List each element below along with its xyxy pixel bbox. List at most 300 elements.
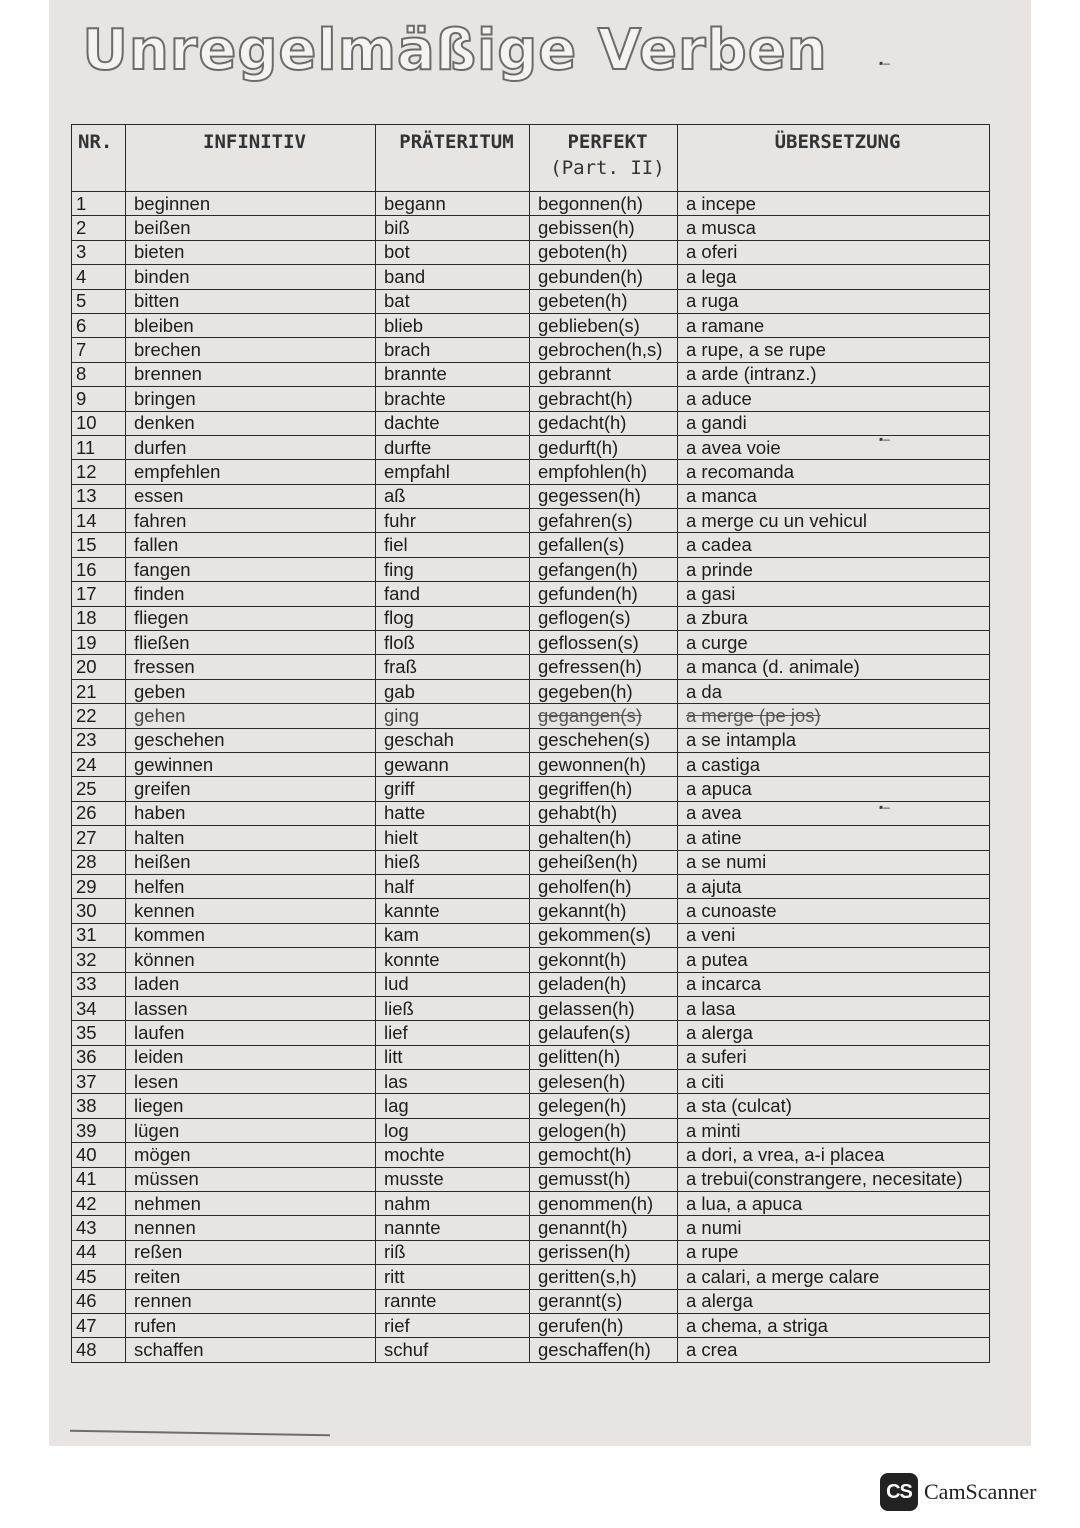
cell-nr: 39 bbox=[72, 1118, 126, 1142]
cell-infinitiv: müssen bbox=[126, 1167, 376, 1191]
cell-ubersetzung: a citi bbox=[678, 1070, 990, 1094]
cell-ubersetzung: a se numi bbox=[678, 850, 990, 874]
cell-prateritum: lief bbox=[376, 1021, 530, 1045]
cell-infinitiv: binden bbox=[126, 265, 376, 289]
cell-ubersetzung: a lua, a apuca bbox=[678, 1192, 990, 1216]
cell-infinitiv: kommen bbox=[126, 923, 376, 947]
cell-perfekt: genannt(h) bbox=[530, 1216, 678, 1240]
cell-perfekt: geholfen(h) bbox=[530, 874, 678, 898]
table-row bbox=[72, 1167, 990, 1191]
cell-ubersetzung: a dori, a vrea, a-i placea bbox=[678, 1143, 990, 1167]
cell-ubersetzung: a cadea bbox=[678, 533, 990, 557]
cell-nr: 37 bbox=[72, 1070, 126, 1094]
table-row bbox=[72, 1192, 990, 1216]
cell-perfekt: gehalten(h) bbox=[530, 826, 678, 850]
cell-ubersetzung: a avea bbox=[678, 801, 990, 825]
cell-prateritum: durfte bbox=[376, 435, 530, 459]
table-row bbox=[72, 192, 990, 216]
cell-prateritum: riß bbox=[376, 1240, 530, 1264]
cell-prateritum: aß bbox=[376, 484, 530, 508]
cell-infinitiv: lesen bbox=[126, 1070, 376, 1094]
cell-prateritum: nahm bbox=[376, 1192, 530, 1216]
cell-prateritum: ließ bbox=[376, 996, 530, 1020]
cell-prateritum: rief bbox=[376, 1313, 530, 1337]
cell-perfekt: geheißen(h) bbox=[530, 850, 678, 874]
table-row bbox=[72, 631, 990, 655]
cell-infinitiv: bieten bbox=[126, 240, 376, 264]
cell-infinitiv: beißen bbox=[126, 216, 376, 240]
cell-perfekt: gebeten(h) bbox=[530, 289, 678, 313]
cell-prateritum: fuhr bbox=[376, 509, 530, 533]
cell-infinitiv: fliegen bbox=[126, 606, 376, 630]
table-body bbox=[72, 192, 990, 1363]
verbs-table bbox=[71, 124, 990, 1363]
table-row bbox=[72, 1313, 990, 1337]
cell-perfekt: gekommen(s) bbox=[530, 923, 678, 947]
cell-infinitiv: halten bbox=[126, 826, 376, 850]
cell-perfekt: gebunden(h) bbox=[530, 265, 678, 289]
table-row bbox=[72, 728, 990, 752]
cell-nr: 19 bbox=[72, 631, 126, 655]
cell-nr: 11 bbox=[72, 435, 126, 459]
cell-ubersetzung: a trebui(constrangere, necesitate) bbox=[678, 1167, 990, 1191]
cell-infinitiv: fließen bbox=[126, 631, 376, 655]
cell-perfekt: gegeben(h) bbox=[530, 679, 678, 703]
ink-speck: ▪– bbox=[879, 56, 890, 70]
cell-nr: 1 bbox=[72, 192, 126, 216]
table-row bbox=[72, 899, 990, 923]
cell-ubersetzung: a prinde bbox=[678, 557, 990, 581]
cell-nr: 32 bbox=[72, 948, 126, 972]
table-row bbox=[72, 923, 990, 947]
cell-perfekt: gehabt(h) bbox=[530, 801, 678, 825]
cell-infinitiv: fallen bbox=[126, 533, 376, 557]
table-row bbox=[72, 1118, 990, 1142]
table-row bbox=[72, 582, 990, 606]
cell-perfekt: gelesen(h) bbox=[530, 1070, 678, 1094]
table-header-row bbox=[72, 125, 990, 192]
cell-nr: 22 bbox=[72, 704, 126, 728]
table-row bbox=[72, 435, 990, 459]
cell-ubersetzung: a minti bbox=[678, 1118, 990, 1142]
brand-name: CamScanner bbox=[924, 1479, 1037, 1504]
cell-nr: 30 bbox=[72, 899, 126, 923]
cell-infinitiv: fahren bbox=[126, 509, 376, 533]
table-row bbox=[72, 1265, 990, 1289]
header-perfekt bbox=[530, 125, 678, 192]
cell-infinitiv: liegen bbox=[126, 1094, 376, 1118]
cell-perfekt: gewonnen(h) bbox=[530, 752, 678, 776]
cell-perfekt: geritten(s,h) bbox=[530, 1265, 678, 1289]
page-title: Unregelmäßige Verben bbox=[82, 18, 828, 83]
cell-prateritum: geschah bbox=[376, 728, 530, 752]
cell-infinitiv: brechen bbox=[126, 338, 376, 362]
cell-infinitiv: bringen bbox=[126, 387, 376, 411]
cell-perfekt: geblieben(s) bbox=[530, 313, 678, 337]
table-row bbox=[72, 1289, 990, 1313]
header-perfekt-sub: (Part. II) bbox=[550, 157, 665, 179]
cell-infinitiv: heißen bbox=[126, 850, 376, 874]
table-row bbox=[72, 460, 990, 484]
cell-ubersetzung: a manca bbox=[678, 484, 990, 508]
header-infinitiv: INFINITIV bbox=[126, 125, 376, 192]
cell-perfekt: gebrochen(h,s) bbox=[530, 338, 678, 362]
cell-prateritum: gab bbox=[376, 679, 530, 703]
cell-nr: 25 bbox=[72, 777, 126, 801]
cell-prateritum: litt bbox=[376, 1045, 530, 1069]
table-row bbox=[72, 826, 990, 850]
cell-ubersetzung: a crea bbox=[678, 1338, 990, 1362]
cell-infinitiv: reßen bbox=[126, 1240, 376, 1264]
cell-prateritum: fand bbox=[376, 582, 530, 606]
cell-ubersetzung: a numi bbox=[678, 1216, 990, 1240]
cell-nr: 44 bbox=[72, 1240, 126, 1264]
table-row bbox=[72, 679, 990, 703]
table-row bbox=[72, 1094, 990, 1118]
table-row bbox=[72, 606, 990, 630]
cell-nr: 18 bbox=[72, 606, 126, 630]
cell-perfekt: gebissen(h) bbox=[530, 216, 678, 240]
cell-nr: 5 bbox=[72, 289, 126, 313]
cell-nr: 20 bbox=[72, 655, 126, 679]
table-row bbox=[72, 972, 990, 996]
table-row bbox=[72, 216, 990, 240]
cell-ubersetzung: a merge (pe jos) bbox=[678, 704, 990, 728]
cell-prateritum: log bbox=[376, 1118, 530, 1142]
cell-ubersetzung: a apuca bbox=[678, 777, 990, 801]
cell-infinitiv: fressen bbox=[126, 655, 376, 679]
cell-prateritum: flog bbox=[376, 606, 530, 630]
cell-nr: 13 bbox=[72, 484, 126, 508]
cell-perfekt: geboten(h) bbox=[530, 240, 678, 264]
cell-infinitiv: empfehlen bbox=[126, 460, 376, 484]
cell-infinitiv: geben bbox=[126, 679, 376, 703]
cell-prateritum: brach bbox=[376, 338, 530, 362]
table-row bbox=[72, 240, 990, 264]
cell-perfekt: gefangen(h) bbox=[530, 557, 678, 581]
table-row bbox=[72, 338, 990, 362]
cell-prateritum: brannte bbox=[376, 362, 530, 386]
cell-nr: 8 bbox=[72, 362, 126, 386]
cell-infinitiv: brennen bbox=[126, 362, 376, 386]
cell-perfekt: gebrannt bbox=[530, 362, 678, 386]
table-row bbox=[72, 387, 990, 411]
cell-infinitiv: geschehen bbox=[126, 728, 376, 752]
cell-nr: 26 bbox=[72, 801, 126, 825]
cell-infinitiv: leiden bbox=[126, 1045, 376, 1069]
cell-ubersetzung: a lega bbox=[678, 265, 990, 289]
cell-perfekt: gedurft(h) bbox=[530, 435, 678, 459]
cell-prateritum: kam bbox=[376, 923, 530, 947]
cell-prateritum: kannte bbox=[376, 899, 530, 923]
cell-ubersetzung: a arde (intranz.) bbox=[678, 362, 990, 386]
table-row bbox=[72, 362, 990, 386]
table-row bbox=[72, 289, 990, 313]
cell-nr: 42 bbox=[72, 1192, 126, 1216]
cell-nr: 10 bbox=[72, 411, 126, 435]
cell-nr: 34 bbox=[72, 996, 126, 1020]
ink-speck: ▪– bbox=[879, 800, 890, 814]
cell-ubersetzung: a incepe bbox=[678, 192, 990, 216]
cell-prateritum: rannte bbox=[376, 1289, 530, 1313]
cell-infinitiv: beginnen bbox=[126, 192, 376, 216]
cell-infinitiv: gewinnen bbox=[126, 752, 376, 776]
cell-prateritum: fraß bbox=[376, 655, 530, 679]
cell-ubersetzung: a alerga bbox=[678, 1021, 990, 1045]
cell-perfekt: gedacht(h) bbox=[530, 411, 678, 435]
cell-prateritum: nannte bbox=[376, 1216, 530, 1240]
cell-prateritum: schuf bbox=[376, 1338, 530, 1362]
table-row bbox=[72, 1216, 990, 1240]
scanned-sheet bbox=[49, 0, 1031, 1446]
cell-nr: 6 bbox=[72, 313, 126, 337]
cell-prateritum: gewann bbox=[376, 752, 530, 776]
cell-ubersetzung: a se intampla bbox=[678, 728, 990, 752]
cell-perfekt: geschaffen(h) bbox=[530, 1338, 678, 1362]
cell-prateritum: half bbox=[376, 874, 530, 898]
cell-infinitiv: gehen bbox=[126, 704, 376, 728]
table-row bbox=[72, 484, 990, 508]
cell-nr: 27 bbox=[72, 826, 126, 850]
cell-infinitiv: fangen bbox=[126, 557, 376, 581]
cell-infinitiv: helfen bbox=[126, 874, 376, 898]
cell-ubersetzung: a chema, a striga bbox=[678, 1313, 990, 1337]
cell-prateritum: musste bbox=[376, 1167, 530, 1191]
cell-nr: 33 bbox=[72, 972, 126, 996]
cell-ubersetzung: a castiga bbox=[678, 752, 990, 776]
cell-infinitiv: mögen bbox=[126, 1143, 376, 1167]
cell-ubersetzung: a aduce bbox=[678, 387, 990, 411]
cell-nr: 29 bbox=[72, 874, 126, 898]
cell-ubersetzung: a suferi bbox=[678, 1045, 990, 1069]
header-perfekt-label: PERFEKT bbox=[567, 131, 648, 153]
cell-ubersetzung: a incarca bbox=[678, 972, 990, 996]
cell-perfekt: gemusst(h) bbox=[530, 1167, 678, 1191]
cell-prateritum: ging bbox=[376, 704, 530, 728]
cell-perfekt: gelegen(h) bbox=[530, 1094, 678, 1118]
cell-prateritum: hieß bbox=[376, 850, 530, 874]
cell-prateritum: konnte bbox=[376, 948, 530, 972]
cell-prateritum: empfahl bbox=[376, 460, 530, 484]
cell-perfekt: gelassen(h) bbox=[530, 996, 678, 1020]
cell-ubersetzung: a gandi bbox=[678, 411, 990, 435]
cell-ubersetzung: a oferi bbox=[678, 240, 990, 264]
table-row bbox=[72, 1045, 990, 1069]
cell-ubersetzung: a rupe, a se rupe bbox=[678, 338, 990, 362]
cell-prateritum: lag bbox=[376, 1094, 530, 1118]
cell-prateritum: mochte bbox=[376, 1143, 530, 1167]
cell-perfekt: begonnen(h) bbox=[530, 192, 678, 216]
cell-perfekt: gefallen(s) bbox=[530, 533, 678, 557]
header-ubersetzung: ÜBERSETZUNG bbox=[678, 125, 990, 192]
cell-infinitiv: nehmen bbox=[126, 1192, 376, 1216]
cell-nr: 48 bbox=[72, 1338, 126, 1362]
ink-speck: ▪– bbox=[879, 432, 890, 446]
cell-ubersetzung: a ruga bbox=[678, 289, 990, 313]
cell-prateritum: hielt bbox=[376, 826, 530, 850]
cell-nr: 3 bbox=[72, 240, 126, 264]
cell-infinitiv: schaffen bbox=[126, 1338, 376, 1362]
cell-nr: 15 bbox=[72, 533, 126, 557]
cell-nr: 17 bbox=[72, 582, 126, 606]
table-row bbox=[72, 655, 990, 679]
cell-ubersetzung: a alerga bbox=[678, 1289, 990, 1313]
cell-nr: 28 bbox=[72, 850, 126, 874]
table-row bbox=[72, 874, 990, 898]
cell-perfekt: gemocht(h) bbox=[530, 1143, 678, 1167]
cell-perfekt: gegriffen(h) bbox=[530, 777, 678, 801]
cell-infinitiv: laden bbox=[126, 972, 376, 996]
cell-prateritum: fiel bbox=[376, 533, 530, 557]
cell-ubersetzung: a ajuta bbox=[678, 874, 990, 898]
cell-infinitiv: finden bbox=[126, 582, 376, 606]
table-row bbox=[72, 704, 990, 728]
cell-prateritum: blieb bbox=[376, 313, 530, 337]
cell-nr: 4 bbox=[72, 265, 126, 289]
cell-perfekt: geladen(h) bbox=[530, 972, 678, 996]
cell-nr: 7 bbox=[72, 338, 126, 362]
cell-prateritum: griff bbox=[376, 777, 530, 801]
cell-perfekt: genommen(h) bbox=[530, 1192, 678, 1216]
cell-ubersetzung: a recomanda bbox=[678, 460, 990, 484]
table-row bbox=[72, 313, 990, 337]
cell-prateritum: band bbox=[376, 265, 530, 289]
cell-ubersetzung: a lasa bbox=[678, 996, 990, 1020]
table-row bbox=[72, 1143, 990, 1167]
cell-prateritum: hatte bbox=[376, 801, 530, 825]
cell-perfekt: gelogen(h) bbox=[530, 1118, 678, 1142]
cell-prateritum: bat bbox=[376, 289, 530, 313]
cell-perfekt: gegessen(h) bbox=[530, 484, 678, 508]
cell-ubersetzung: a sta (culcat) bbox=[678, 1094, 990, 1118]
cell-ubersetzung: a manca (d. animale) bbox=[678, 655, 990, 679]
cell-prateritum: dachte bbox=[376, 411, 530, 435]
cell-perfekt: gefunden(h) bbox=[530, 582, 678, 606]
cell-perfekt: gefahren(s) bbox=[530, 509, 678, 533]
cell-nr: 23 bbox=[72, 728, 126, 752]
table-row bbox=[72, 557, 990, 581]
camscanner-brand bbox=[880, 1472, 1036, 1512]
cell-perfekt: empfohlen(h) bbox=[530, 460, 678, 484]
cell-ubersetzung: a zbura bbox=[678, 606, 990, 630]
cell-nr: 24 bbox=[72, 752, 126, 776]
cell-nr: 47 bbox=[72, 1313, 126, 1337]
table-row bbox=[72, 411, 990, 435]
cell-prateritum: begann bbox=[376, 192, 530, 216]
cell-nr: 46 bbox=[72, 1289, 126, 1313]
cell-ubersetzung: a putea bbox=[678, 948, 990, 972]
cell-ubersetzung: a da bbox=[678, 679, 990, 703]
cell-prateritum: fing bbox=[376, 557, 530, 581]
cell-nr: 45 bbox=[72, 1265, 126, 1289]
cell-infinitiv: nennen bbox=[126, 1216, 376, 1240]
table-row bbox=[72, 509, 990, 533]
header-nr: NR. bbox=[72, 125, 126, 192]
cell-infinitiv: greifen bbox=[126, 777, 376, 801]
cell-infinitiv: haben bbox=[126, 801, 376, 825]
table-row bbox=[72, 777, 990, 801]
cell-perfekt: geflogen(s) bbox=[530, 606, 678, 630]
cell-perfekt: gekonnt(h) bbox=[530, 948, 678, 972]
cell-nr: 21 bbox=[72, 679, 126, 703]
cell-ubersetzung: a avea voie bbox=[678, 435, 990, 459]
cell-ubersetzung: a rupe bbox=[678, 1240, 990, 1264]
cell-infinitiv: können bbox=[126, 948, 376, 972]
cell-prateritum: las bbox=[376, 1070, 530, 1094]
table-row bbox=[72, 1070, 990, 1094]
cell-perfekt: gekannt(h) bbox=[530, 899, 678, 923]
table-row bbox=[72, 850, 990, 874]
cell-perfekt: geschehen(s) bbox=[530, 728, 678, 752]
cell-nr: 40 bbox=[72, 1143, 126, 1167]
table-row bbox=[72, 533, 990, 557]
table-row bbox=[72, 265, 990, 289]
cell-nr: 38 bbox=[72, 1094, 126, 1118]
table-row bbox=[72, 1338, 990, 1362]
cell-perfekt: gerissen(h) bbox=[530, 1240, 678, 1264]
cell-infinitiv: lassen bbox=[126, 996, 376, 1020]
cell-nr: 31 bbox=[72, 923, 126, 947]
cell-infinitiv: bleiben bbox=[126, 313, 376, 337]
cell-perfekt: gegangen(s) bbox=[530, 704, 678, 728]
cell-prateritum: ritt bbox=[376, 1265, 530, 1289]
cell-ubersetzung: a musca bbox=[678, 216, 990, 240]
cell-nr: 41 bbox=[72, 1167, 126, 1191]
table-row bbox=[72, 752, 990, 776]
table-row bbox=[72, 801, 990, 825]
cell-perfekt: geflossen(s) bbox=[530, 631, 678, 655]
cell-infinitiv: bitten bbox=[126, 289, 376, 313]
cell-ubersetzung: a ramane bbox=[678, 313, 990, 337]
table-row bbox=[72, 996, 990, 1020]
cell-nr: 9 bbox=[72, 387, 126, 411]
cell-prateritum: lud bbox=[376, 972, 530, 996]
cell-perfekt: gebracht(h) bbox=[530, 387, 678, 411]
cell-nr: 35 bbox=[72, 1021, 126, 1045]
cell-infinitiv: denken bbox=[126, 411, 376, 435]
cell-infinitiv: rennen bbox=[126, 1289, 376, 1313]
cell-nr: 43 bbox=[72, 1216, 126, 1240]
cell-infinitiv: rufen bbox=[126, 1313, 376, 1337]
cell-perfekt: gerannt(s) bbox=[530, 1289, 678, 1313]
table-row bbox=[72, 1021, 990, 1045]
cell-infinitiv: kennen bbox=[126, 899, 376, 923]
cell-ubersetzung: a gasi bbox=[678, 582, 990, 606]
camscanner-logo-icon: CS bbox=[880, 1473, 918, 1511]
cell-infinitiv: lügen bbox=[126, 1118, 376, 1142]
cell-perfekt: gefressen(h) bbox=[530, 655, 678, 679]
table-row bbox=[72, 948, 990, 972]
cell-prateritum: biß bbox=[376, 216, 530, 240]
cell-ubersetzung: a curge bbox=[678, 631, 990, 655]
cell-ubersetzung: a merge cu un vehicul bbox=[678, 509, 990, 533]
cell-prateritum: bot bbox=[376, 240, 530, 264]
cell-infinitiv: reiten bbox=[126, 1265, 376, 1289]
cell-nr: 36 bbox=[72, 1045, 126, 1069]
cell-prateritum: brachte bbox=[376, 387, 530, 411]
cell-ubersetzung: a cunoaste bbox=[678, 899, 990, 923]
cell-nr: 14 bbox=[72, 509, 126, 533]
cell-ubersetzung: a atine bbox=[678, 826, 990, 850]
cell-prateritum: floß bbox=[376, 631, 530, 655]
cell-nr: 16 bbox=[72, 557, 126, 581]
cell-nr: 2 bbox=[72, 216, 126, 240]
cell-ubersetzung: a calari, a merge calare bbox=[678, 1265, 990, 1289]
cell-infinitiv: essen bbox=[126, 484, 376, 508]
cell-ubersetzung: a veni bbox=[678, 923, 990, 947]
cell-nr: 12 bbox=[72, 460, 126, 484]
cell-infinitiv: laufen bbox=[126, 1021, 376, 1045]
